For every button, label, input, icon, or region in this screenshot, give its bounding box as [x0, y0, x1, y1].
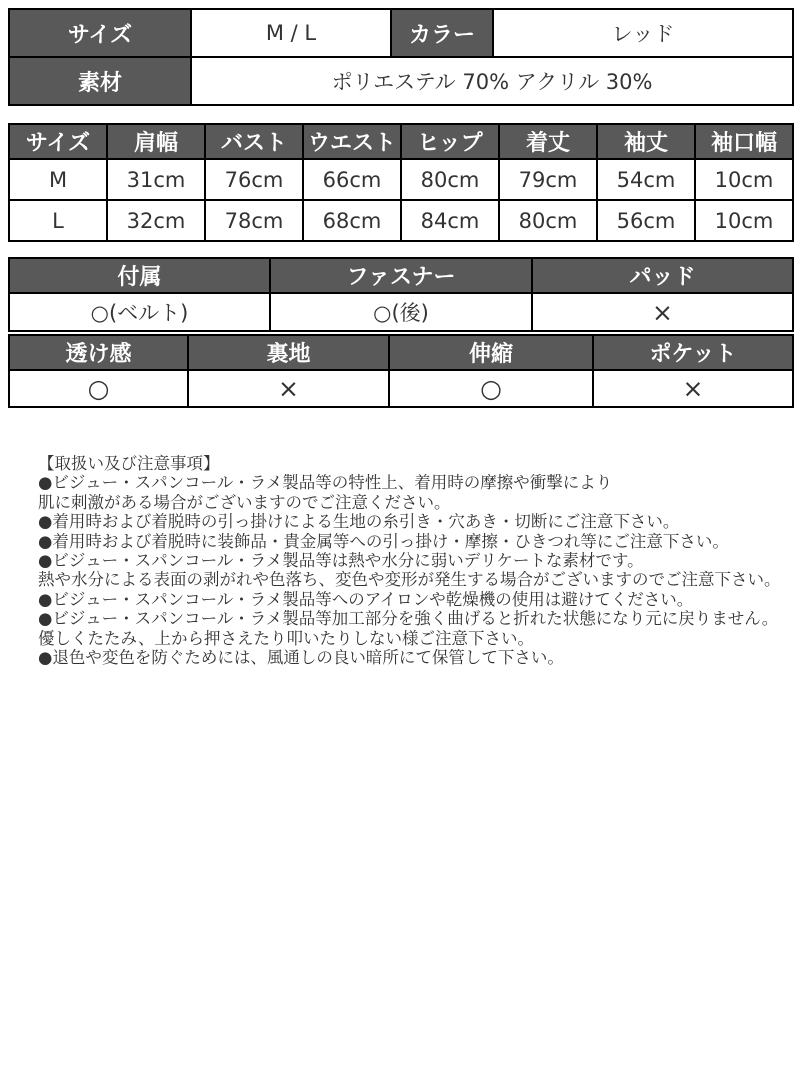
details-value-cell: ×: [593, 370, 793, 407]
size-chart-value-cell: 80cm: [401, 159, 499, 200]
size-value-cell: M / L: [191, 9, 391, 57]
features-value-row: [9, 293, 793, 331]
care-notes-title: 【取扱い及び注意事項】: [38, 454, 220, 473]
features-header-cell: 付属: [9, 258, 270, 293]
info-row-size-color: [9, 9, 793, 57]
size-chart-value-cell: 10cm: [695, 159, 793, 200]
details-header-cell: ポケット: [593, 335, 793, 370]
size-chart-value-cell: 79cm: [499, 159, 597, 200]
features-header-cell: パッド: [532, 258, 793, 293]
size-chart-header-cell: ヒップ: [401, 124, 499, 159]
color-value-cell: レッド: [493, 9, 793, 57]
care-notes-line: ●ビジュー・スパンコール・ラメ製品等加工部分を強く曲げると折れた状態になり元に戻りません。: [38, 609, 779, 629]
size-chart-row-m: [9, 159, 793, 200]
care-notes-line: 肌に刺激がある場合がございますのでご注意ください。: [38, 492, 451, 512]
features-header-row: [9, 258, 793, 293]
size-chart-size-cell: L: [9, 200, 107, 241]
size-chart-row-l: [9, 200, 793, 241]
details-value-cell: ○: [9, 370, 188, 407]
size-chart-value-cell: 76cm: [205, 159, 303, 200]
care-notes-line: ●ビジュー・スパンコール・ラメ製品等は熱や水分に弱いデリケートな素材です。: [38, 551, 644, 571]
size-chart-value-cell: 80cm: [499, 200, 597, 241]
size-label-cell: サイズ: [9, 9, 191, 57]
size-chart-header-cell: 袖丈: [597, 124, 695, 159]
size-chart-value-cell: 32cm: [107, 200, 205, 241]
care-notes-line: 優しくたたみ、上から押さえたり叩いたりしない様ご注意下さい。: [38, 628, 534, 648]
details-value-cell: ×: [188, 370, 389, 407]
material-value-cell: ポリエステル 70% アクリル 30%: [191, 57, 793, 105]
details-header-cell: 裏地: [188, 335, 389, 370]
details-header-cell: 伸縮: [389, 335, 593, 370]
details-value-row: [9, 370, 793, 407]
size-chart-header-cell: バスト: [205, 124, 303, 159]
features-value-cell: ○(後): [270, 293, 532, 331]
details-table: [8, 334, 794, 408]
details-header-cell: 透け感: [9, 335, 188, 370]
care-notes-line: ●着用時および着脱時の引っ掛けによる生地の糸引き・穴あき・切断にご注意下さい。: [38, 512, 680, 532]
care-notes-line: 熱や水分による表面の剥がれや色落ち、変色や変形が発生する場合がございますのでご注意下さい。: [38, 570, 781, 590]
details-header-row: [9, 335, 793, 370]
features-table: [8, 257, 794, 332]
size-chart-header-row: [9, 124, 793, 159]
product-info-table: [8, 8, 794, 106]
size-chart-value-cell: 84cm: [401, 200, 499, 241]
material-label-cell: 素材: [9, 57, 191, 105]
care-notes: [8, 454, 792, 667]
features-header-cell: ファスナー: [270, 258, 532, 293]
features-value-cell: ×: [532, 293, 793, 331]
size-chart-header-cell: 着丈: [499, 124, 597, 159]
size-chart-header-cell: 肩幅: [107, 124, 205, 159]
care-notes-line: ●退色や変色を防ぐためには、風通しの良い暗所にて保管して下さい。: [38, 648, 564, 668]
size-chart-value-cell: 54cm: [597, 159, 695, 200]
features-value-cell: ○(ベルト): [9, 293, 270, 331]
size-chart-header-cell: ウエスト: [303, 124, 401, 159]
size-chart-header-cell: 袖口幅: [695, 124, 793, 159]
care-notes-line: ●着用時および着脱時に装飾品・貴金属等への引っ掛け・摩擦・ひきつれ等にご注意下さい。: [38, 531, 729, 551]
size-chart-value-cell: 10cm: [695, 200, 793, 241]
size-chart-table: [8, 123, 794, 242]
info-row-material: [9, 57, 793, 105]
size-chart-value-cell: 78cm: [205, 200, 303, 241]
size-chart-value-cell: 68cm: [303, 200, 401, 241]
details-value-cell: ○: [389, 370, 593, 407]
care-notes-line: ●ビジュー・スパンコール・ラメ製品等へのアイロンや乾燥機の使用は避けてください。: [38, 589, 694, 609]
size-chart-value-cell: 31cm: [107, 159, 205, 200]
care-notes-line: ●ビジュー・スパンコール・ラメ製品等の特性上、着用時の摩擦や衝撃により: [38, 473, 613, 493]
size-chart-value-cell: 56cm: [597, 200, 695, 241]
size-chart-size-cell: M: [9, 159, 107, 200]
size-chart-value-cell: 66cm: [303, 159, 401, 200]
size-chart-header-cell: サイズ: [9, 124, 107, 159]
color-label-cell: カラー: [391, 9, 493, 57]
